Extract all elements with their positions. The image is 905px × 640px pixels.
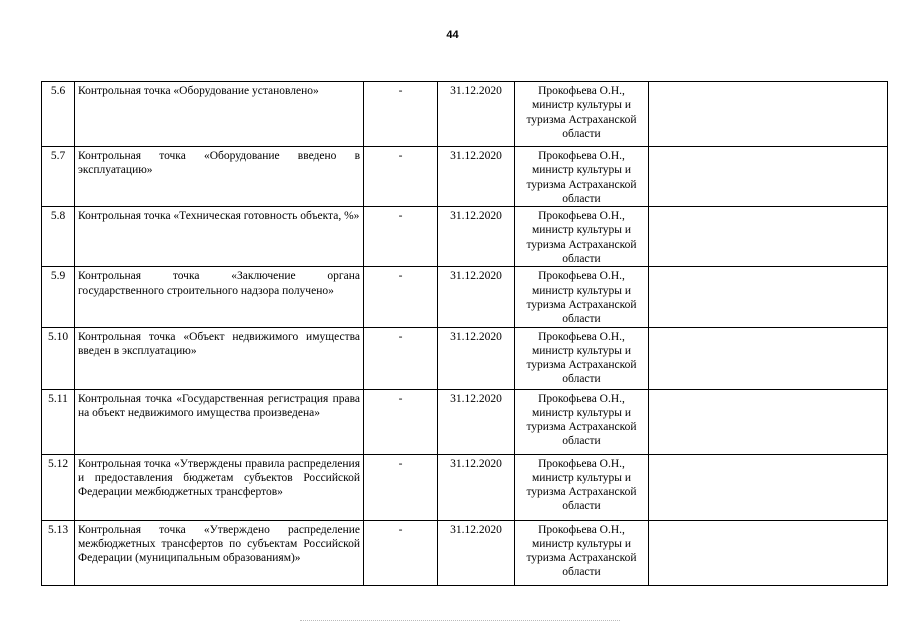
table-row bbox=[42, 520, 888, 585]
row-date: 31.12.2020 bbox=[438, 389, 515, 454]
row-date: 31.12.2020 bbox=[438, 147, 515, 207]
row-dash: - bbox=[364, 147, 438, 207]
table-row bbox=[42, 327, 888, 389]
table-row bbox=[42, 82, 888, 147]
row-responsible: Прокофьева О.Н., министр культуры и туризма Астраханской области bbox=[515, 520, 649, 585]
row-dash: - bbox=[364, 327, 438, 389]
row-date: 31.12.2020 bbox=[438, 327, 515, 389]
row-number: 5.6 bbox=[42, 82, 75, 147]
row-extra bbox=[649, 147, 888, 207]
row-extra bbox=[649, 520, 888, 585]
page-number: 44 bbox=[446, 29, 459, 41]
row-name: Контрольная точка «Заключение органа государственного строительного надзора получено» bbox=[75, 267, 364, 327]
row-responsible: Прокофьева О.Н., министр культуры и туризма Астраханской области bbox=[515, 207, 649, 267]
row-extra bbox=[649, 82, 888, 147]
row-responsible: Прокофьева О.Н., министр культуры и туризма Астраханской области bbox=[515, 389, 649, 454]
control-points-table bbox=[41, 81, 888, 586]
row-extra bbox=[649, 454, 888, 520]
row-number: 5.10 bbox=[42, 327, 75, 389]
row-dash: - bbox=[364, 207, 438, 267]
row-responsible: Прокофьева О.Н., министр культуры и туризма Астраханской области bbox=[515, 454, 649, 520]
table-row bbox=[42, 454, 888, 520]
row-responsible: Прокофьева О.Н., министр культуры и туризма Астраханской области bbox=[515, 147, 649, 207]
row-extra bbox=[649, 207, 888, 267]
row-responsible: Прокофьева О.Н., министр культуры и туризма Астраханской области bbox=[515, 267, 649, 327]
table-row bbox=[42, 389, 888, 454]
row-dash: - bbox=[364, 389, 438, 454]
row-name: Контрольная точка «Оборудование установлено» bbox=[75, 82, 364, 147]
row-date: 31.12.2020 bbox=[438, 454, 515, 520]
row-name: Контрольная точка «Объект недвижимого имущества введен в эксплуатацию» bbox=[75, 327, 364, 389]
row-name: Контрольная точка «Оборудование введено в эксплуатацию» bbox=[75, 147, 364, 207]
row-extra bbox=[649, 327, 888, 389]
row-date: 31.12.2020 bbox=[438, 82, 515, 147]
scan-artifact bbox=[300, 620, 620, 623]
row-number: 5.9 bbox=[42, 267, 75, 327]
row-extra bbox=[649, 267, 888, 327]
row-name: Контрольная точка «Утверждены правила распределения и предоставления бюджетам субъектов Российской Федерации межбюджетных трансфертов» bbox=[75, 454, 364, 520]
row-extra bbox=[649, 389, 888, 454]
row-dash: - bbox=[364, 82, 438, 147]
row-number: 5.13 bbox=[42, 520, 75, 585]
row-name: Контрольная точка «Государственная регистрация права на объект недвижимого имущества произведена» bbox=[75, 389, 364, 454]
row-name: Контрольная точка «Утверждено распределение межбюджетных трансфертов по субъектам Российской Федерации (муниципальным образованиям)» bbox=[75, 520, 364, 585]
row-date: 31.12.2020 bbox=[438, 267, 515, 327]
row-dash: - bbox=[364, 454, 438, 520]
row-date: 31.12.2020 bbox=[438, 520, 515, 585]
row-responsible: Прокофьева О.Н., министр культуры и туризма Астраханской области bbox=[515, 82, 649, 147]
row-dash: - bbox=[364, 267, 438, 327]
row-responsible: Прокофьева О.Н., министр культуры и туризма Астраханской области bbox=[515, 327, 649, 389]
row-number: 5.8 bbox=[42, 207, 75, 267]
table-row bbox=[42, 147, 888, 207]
row-number: 5.12 bbox=[42, 454, 75, 520]
row-number: 5.7 bbox=[42, 147, 75, 207]
row-dash: - bbox=[364, 520, 438, 585]
row-date: 31.12.2020 bbox=[438, 207, 515, 267]
row-number: 5.11 bbox=[42, 389, 75, 454]
table-row bbox=[42, 207, 888, 267]
row-name: Контрольная точка «Техническая готовность объекта, %» bbox=[75, 207, 364, 267]
table-row bbox=[42, 267, 888, 327]
